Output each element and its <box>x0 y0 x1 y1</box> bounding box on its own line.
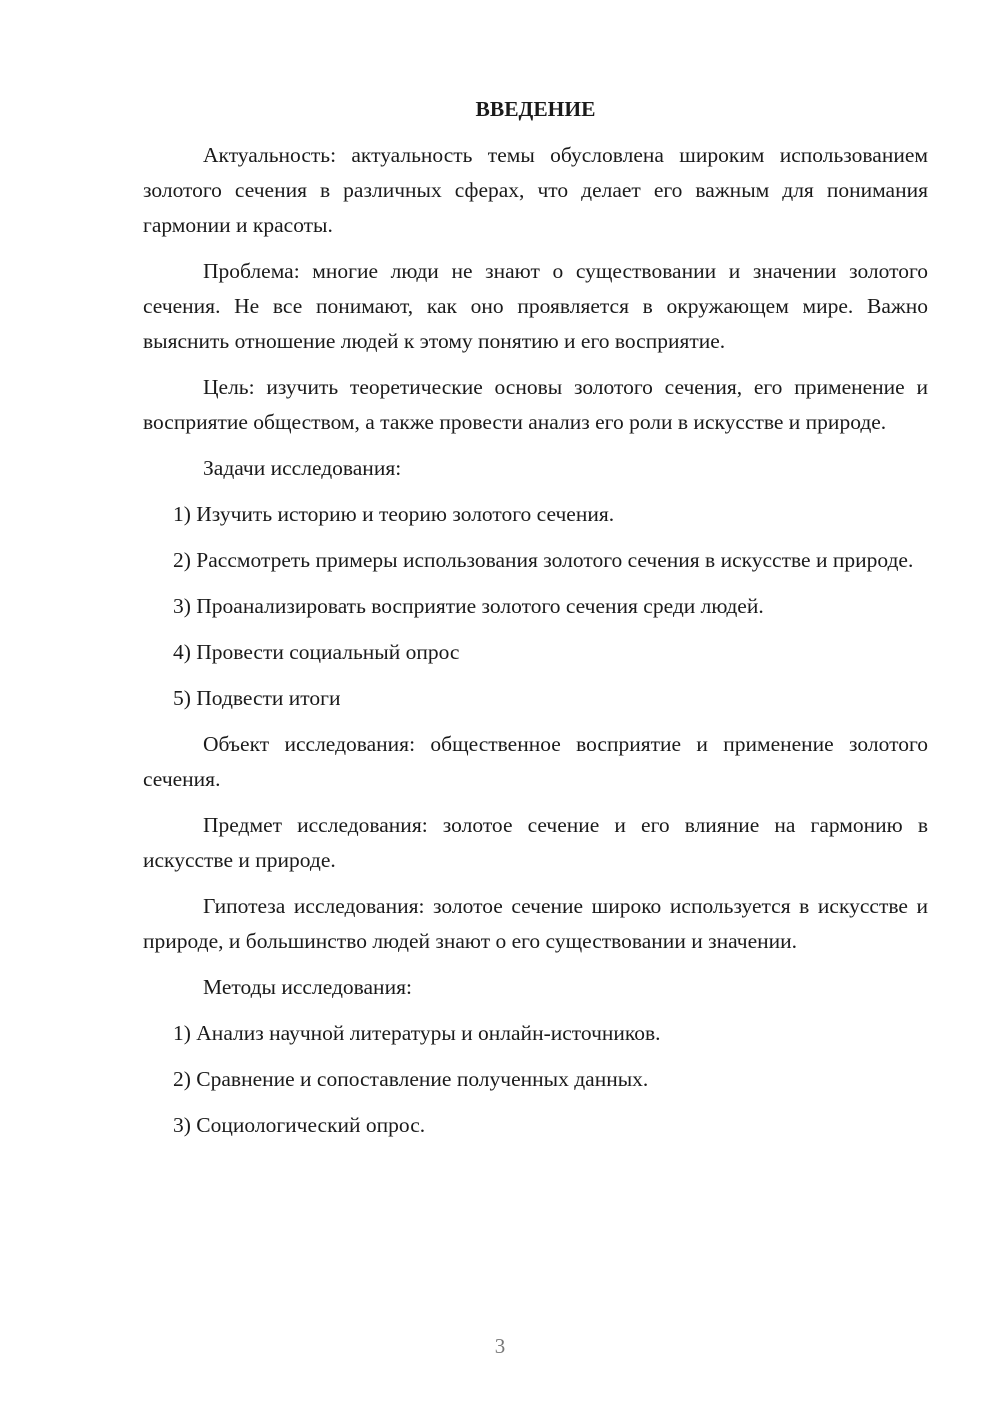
method-item: 1) Анализ научной литературы и онлайн-источников. <box>173 1021 661 1045</box>
page-number: 3 <box>494 1334 506 1358</box>
object-paragraph: Объект исследования: общественное восприятие и применение золотого сечения. <box>143 732 928 791</box>
method-item: 3) Социологический опрос. <box>173 1113 426 1137</box>
section-title: ВВЕДЕНИЕ <box>475 97 596 121</box>
methods-heading: Методы исследования: <box>203 975 412 999</box>
task-item: 3) Проанализировать восприятие золотого сечения среди людей. <box>173 594 764 618</box>
hypothesis-paragraph: Гипотеза исследования: золотое сечение широко используется в искусстве и природе, и большинство людей знают о его существовании и значении. <box>143 894 928 953</box>
task-item: 5) Подвести итоги <box>173 686 341 710</box>
relevance-paragraph: Актуальность: актуальность темы обусловлена широким использованием золотого сечения в различных сферах, что делает его важным для понимания гармонии и красоты. <box>143 143 928 237</box>
method-item: 2) Сравнение и сопоставление полученных данных. <box>173 1067 649 1091</box>
subject-paragraph: Предмет исследования: золотое сечение и его влияние на гармонию в искусстве и природе. <box>143 813 928 872</box>
task-item: 2) Рассмотреть примеры использования золотого сечения в искусстве и природе. <box>173 548 914 572</box>
task-item: 1) Изучить историю и теорию золотого сечения. <box>173 502 615 526</box>
goal-paragraph: Цель: изучить теоретические основы золотого сечения, его применение и восприятие обществом, а также провести анализ его роли в искусстве и природе. <box>143 375 928 434</box>
problem-paragraph: Проблема: многие люди не знают о существовании и значении золотого сечения. Не все понимают, как оно проявляется в окружающем мире. Важно выяснить отношение людей к этому понятию и его восприятие. <box>143 259 928 353</box>
tasks-heading: Задачи исследования: <box>203 456 402 480</box>
document-page <box>143 92 928 1154</box>
task-item: 4) Провести социальный опрос <box>173 640 460 664</box>
